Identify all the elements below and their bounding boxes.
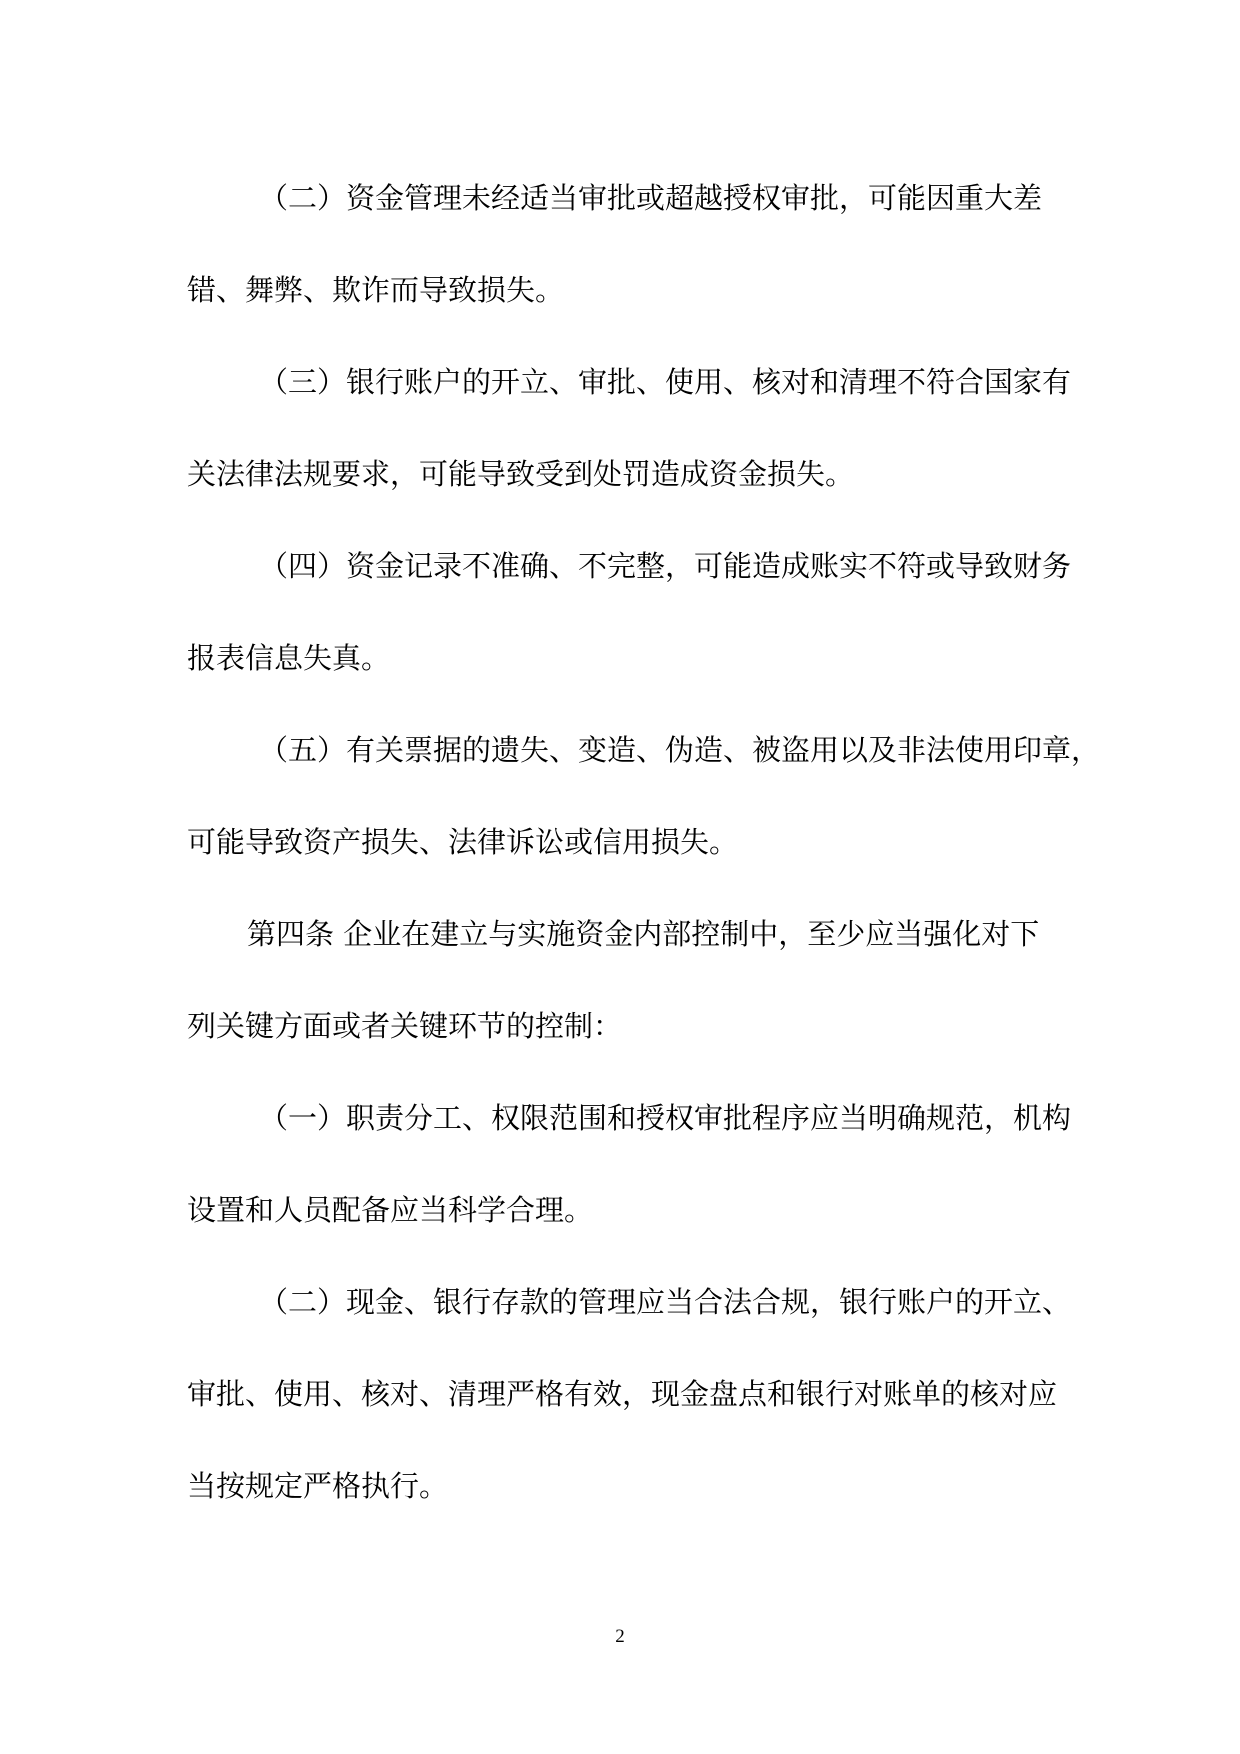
paragraph-line: （一）职责分工、权限范围和授权审批程序应当明确规范，机构 <box>259 1101 1072 1135</box>
paragraph-line: 设置和人员配备应当科学合理。 <box>187 1193 594 1227</box>
paragraph-line: （三）银行账户的开立、审批、使用、核对和清理不符合国家有 <box>259 365 1072 399</box>
article-heading-line: 第四条 企业在建立与实施资金内部控制中，至少应当强化对下 <box>247 917 1040 951</box>
paragraph-line: 审批、使用、核对、清理严格有效，现金盘点和银行对账单的核对应 <box>187 1377 1058 1411</box>
paragraph-line: （五）有关票据的遗失、变造、伪造、被盗用以及非法使用印章， <box>259 733 1101 767</box>
paragraph-line: 当按规定严格执行。 <box>187 1469 449 1503</box>
paragraph-line: 关法律法规要求，可能导致受到处罚造成资金损失。 <box>187 457 855 491</box>
paragraph-line: 错、舞弊、欺诈而导致损失。 <box>187 273 565 307</box>
body-text <box>187 168 1101 1548</box>
paragraph-line: 可能导致资产损失、法律诉讼或信用损失。 <box>187 825 739 859</box>
page-number: 2 <box>615 1626 625 1647</box>
paragraph-line: （二）资金管理未经适当审批或超越授权审批，可能因重大差 <box>259 181 1043 215</box>
paragraph-line: 报表信息失真。 <box>187 641 391 675</box>
paragraph-line: （四）资金记录不准确、不完整，可能造成账实不符或导致财务 <box>259 549 1072 583</box>
paragraph-line: （二）现金、银行存款的管理应当合法合规，银行账户的开立、 <box>259 1285 1072 1319</box>
paragraph-line: 列关键方面或者关键环节的控制： <box>187 1009 623 1043</box>
